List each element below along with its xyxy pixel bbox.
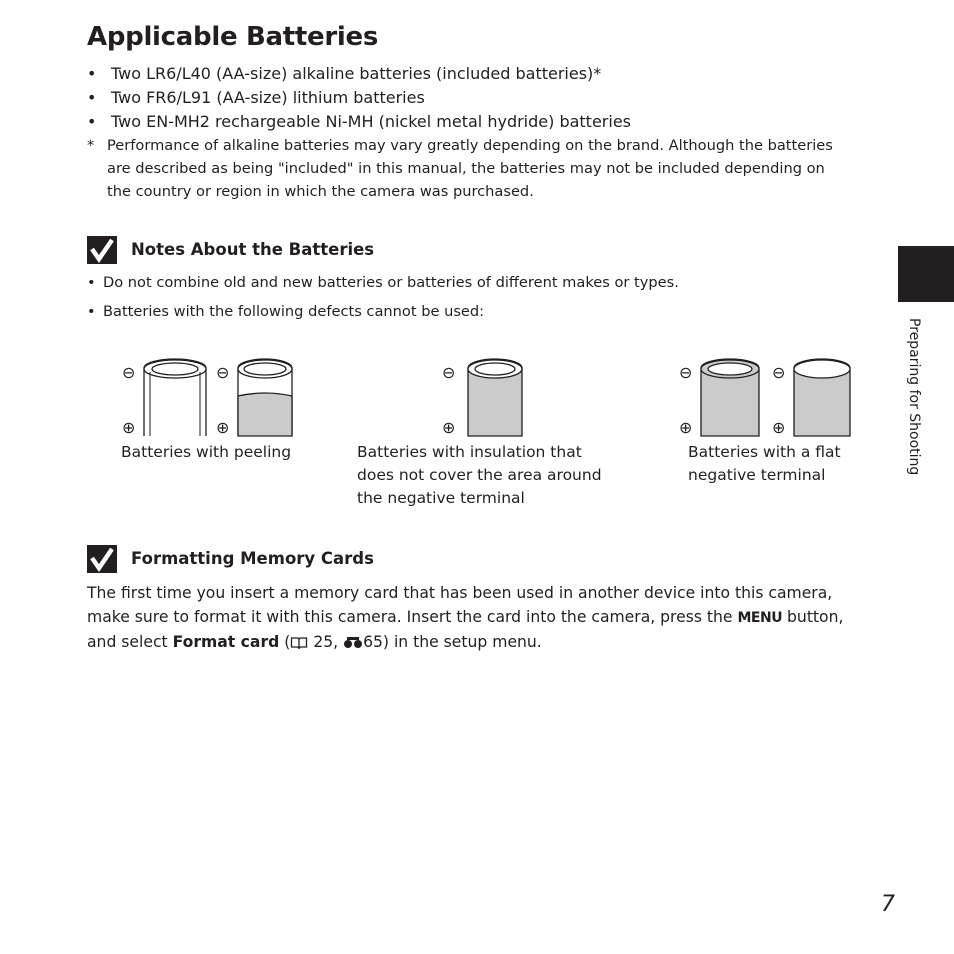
page-title: Applicable Batteries bbox=[87, 22, 379, 52]
battery-illustration bbox=[701, 359, 759, 436]
reference-page: 65 bbox=[363, 633, 383, 651]
bullet: • bbox=[87, 274, 96, 291]
notes-batteries-list bbox=[87, 273, 679, 331]
paragraph-text: , bbox=[333, 633, 344, 651]
book-reference-icon bbox=[290, 635, 308, 651]
footnote-marker: * bbox=[87, 137, 95, 154]
chapter-tab bbox=[898, 246, 954, 302]
format-card-item: Format card bbox=[172, 633, 280, 651]
formatting-paragraph bbox=[87, 581, 877, 654]
reference-section-icon bbox=[343, 636, 363, 650]
notes-batteries-title: Notes About the Batteries bbox=[131, 240, 375, 259]
defect-caption-peeling bbox=[121, 441, 291, 464]
list-item bbox=[87, 110, 631, 134]
bullet: • bbox=[87, 88, 97, 107]
battery-type-list bbox=[87, 62, 631, 134]
negative-terminal-icon: ⊖ bbox=[772, 363, 786, 382]
list-item bbox=[87, 86, 631, 110]
negative-terminal-icon: ⊖ bbox=[216, 363, 230, 382]
caption-line: negative terminal bbox=[688, 466, 826, 484]
paragraph-text: The first time you insert a memory card that has been used in another device into this camera, make sure to format it with this camera. Insert the card into the camera, press the bbox=[87, 584, 833, 626]
caption-line: does not cover the area around bbox=[357, 466, 602, 484]
figure-flat-terminal-batteries bbox=[676, 352, 860, 438]
footnote bbox=[87, 134, 847, 203]
list-item bbox=[87, 273, 679, 302]
menu-button-label: MENU bbox=[737, 610, 783, 626]
bullet: • bbox=[87, 303, 96, 320]
defect-caption-insulation bbox=[357, 441, 602, 510]
bullet: • bbox=[87, 64, 97, 83]
defect-caption-flat-terminal bbox=[688, 441, 841, 487]
paragraph-text: ) in the setup menu. bbox=[382, 633, 542, 651]
check-icon bbox=[87, 236, 117, 264]
battery-illustration bbox=[238, 359, 292, 436]
battery-illustration bbox=[794, 359, 850, 436]
note-text: Batteries with the following defects cannot be used: bbox=[103, 303, 485, 320]
check-icon bbox=[87, 545, 117, 573]
negative-terminal-icon: ⊖ bbox=[442, 363, 456, 382]
positive-terminal-icon: ⊕ bbox=[772, 418, 786, 437]
battery-type-text: Two FR6/L91 (AA-size) lithium batteries bbox=[111, 88, 425, 107]
negative-terminal-icon: ⊖ bbox=[122, 363, 136, 382]
footnote-text: Performance of alkaline batteries may vary greatly depending on the brand. Although the batteries are described as being "included" in this manual, the batteries may not be included depending on the country or region in which the camera was purchased. bbox=[107, 137, 833, 200]
figure-insulation-battery bbox=[440, 352, 530, 438]
caption-line: Batteries with peeling bbox=[121, 443, 292, 461]
chapter-tab-label: Preparing for Shooting bbox=[906, 318, 922, 476]
reference-page: 25 bbox=[313, 633, 334, 651]
positive-terminal-icon: ⊕ bbox=[442, 418, 456, 437]
battery-illustration bbox=[468, 359, 522, 436]
note-text: Do not combine old and new batteries or batteries of different makes or types. bbox=[103, 274, 679, 291]
battery-type-text: Two EN-MH2 rechargeable Ni-MH (nickel metal hydride) batteries bbox=[111, 112, 631, 131]
page-number: 7 bbox=[881, 892, 895, 917]
negative-terminal-icon: ⊖ bbox=[679, 363, 693, 382]
battery-illustration bbox=[144, 359, 206, 436]
list-item bbox=[87, 62, 631, 86]
caption-line: the negative terminal bbox=[357, 489, 525, 507]
paragraph-text: ( bbox=[279, 633, 291, 651]
figure-peeling-batteries bbox=[118, 352, 308, 438]
positive-terminal-icon: ⊕ bbox=[679, 418, 693, 437]
formatting-title: Formatting Memory Cards bbox=[131, 549, 374, 568]
caption-line: Batteries with insulation that bbox=[357, 443, 582, 461]
bullet: • bbox=[87, 112, 97, 131]
battery-type-text: Two LR6/L40 (AA-size) alkaline batteries (included batteries)* bbox=[111, 64, 602, 83]
paragraph-text: button, and select bbox=[87, 608, 844, 651]
caption-line: Batteries with a flat bbox=[688, 443, 841, 461]
positive-terminal-icon: ⊕ bbox=[216, 418, 230, 437]
positive-terminal-icon: ⊕ bbox=[122, 418, 136, 437]
list-item bbox=[87, 302, 679, 331]
